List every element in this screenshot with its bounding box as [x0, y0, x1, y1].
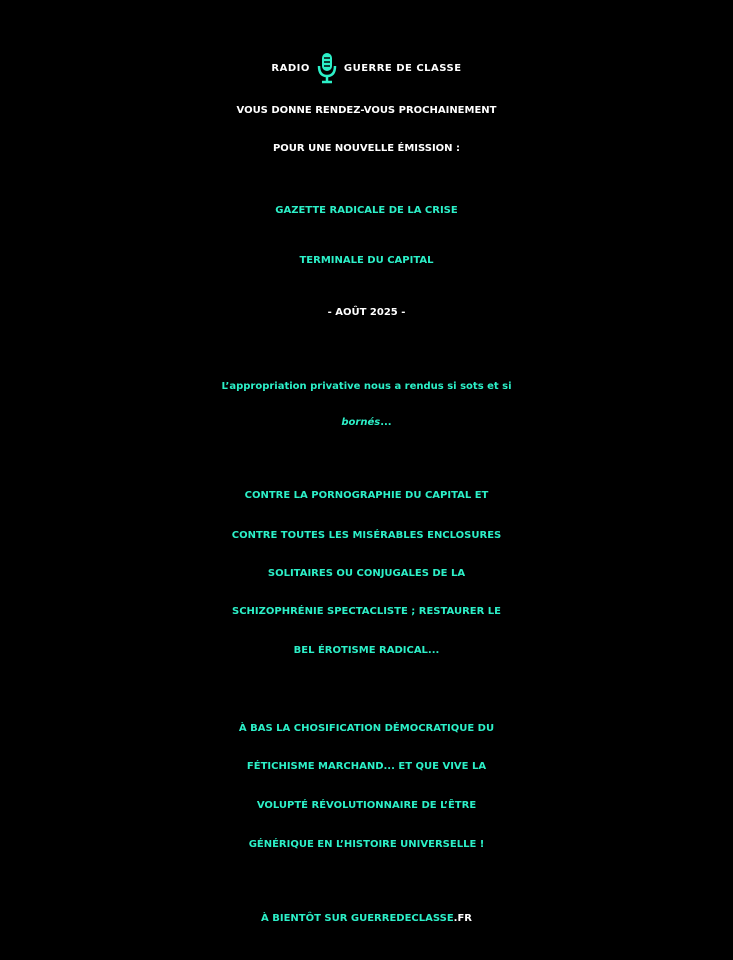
episode-title-line-1: GAZETTE RADICALE DE LA CRISE	[275, 205, 458, 216]
quote-italic-word: bornés	[341, 417, 381, 428]
footer-domain-suffix: .FR	[453, 913, 472, 924]
block2-line-2: FÉTICHISME MARCHAND... ET QUE VIVE LA	[246, 761, 487, 772]
block1-line-4: SCHIZOPHRÉNIE SPECTACLISTE ; RESTAURER LE	[232, 606, 501, 617]
radio-title-right: GUERRE DE CLASSE	[343, 62, 462, 74]
microphone-icon	[316, 52, 338, 84]
subtitle-line-2: POUR UNE NOUVELLE ÉMISSION :	[272, 143, 461, 154]
block2-line-4: GÉNÉRIQUE EN L’HISTOIRE UNIVERSELLE !	[248, 839, 485, 850]
radio-title	[0, 52, 733, 84]
block1-line-2: CONTRE TOUTES LES MISÉRABLES ENCLOSURES	[231, 530, 502, 541]
block2-line-3: VOLUPTÉ RÉVOLUTIONNAIRE DE L’ÊTRE	[256, 800, 477, 811]
block1-line-3: SOLITAIRES OU CONJUGALES DE LA	[267, 568, 466, 579]
quote-line-2	[0, 417, 733, 428]
episode-title-line-2: TERMINALE DU CAPITAL	[299, 255, 434, 266]
block2-line-1: À BAS LA CHOSIFICATION DÉMOCRATIQUE DU	[238, 723, 495, 734]
episode-date: - AOÛT 2025 -	[327, 307, 406, 318]
footer-text: À BIENTÔT SUR GUERREDECLASSE	[261, 913, 454, 924]
block1-line-5: BEL ÉROTISME RADICAL...	[293, 645, 440, 656]
radio-title-left: RADIO	[271, 62, 310, 74]
footer-link[interactable]	[0, 913, 733, 924]
subtitle-line-1: VOUS DONNE RENDEZ-VOUS PROCHAINEMENT	[236, 105, 497, 116]
quote-line-1: L’appropriation privative nous a rendus si sots et si	[221, 381, 512, 392]
block1-line-1: CONTRE LA PORNOGRAPHIE DU CAPITAL ET	[244, 490, 489, 501]
quote-ellipsis: ...	[380, 417, 392, 428]
